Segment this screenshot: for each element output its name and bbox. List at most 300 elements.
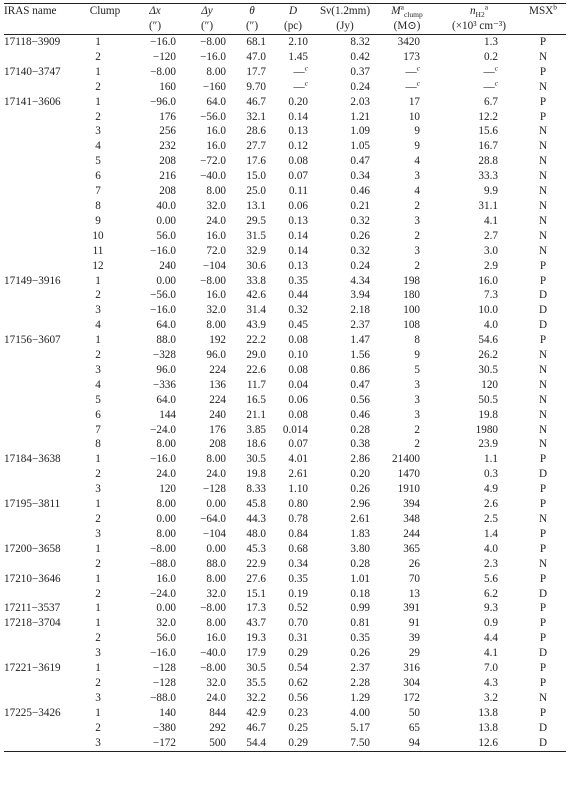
cell-delta-x: 8.00 xyxy=(156,527,176,540)
cell-delta-x: 232 xyxy=(159,140,176,153)
cell-density: 0.9 xyxy=(484,617,498,630)
unit-theta: (″) xyxy=(245,20,259,32)
cell-density: 31.1 xyxy=(478,199,498,212)
cell-flux: 0.37 xyxy=(350,65,370,78)
cell-theta: 54.4 xyxy=(232,736,272,751)
header-mass-note: a xyxy=(400,2,404,12)
cell-iras-name xyxy=(4,124,82,139)
header-flux: Sν(1.2mm) xyxy=(319,5,371,17)
cell-delta-x: −16.0 xyxy=(150,647,176,660)
cell-clump: 3 xyxy=(95,691,101,704)
cell-density: 4.1 xyxy=(484,647,498,660)
cell-density: 4.4 xyxy=(484,632,498,645)
cell-theta: 29.5 xyxy=(246,214,266,227)
cell-theta: 30.5 xyxy=(246,453,266,466)
cell-delta-x: 24.0 xyxy=(156,468,176,481)
cell-density: 1.3 xyxy=(484,36,498,48)
cell-clump: 10 xyxy=(92,229,104,242)
cell-mass: 2 xyxy=(414,229,420,242)
cell-distance: 0.62 xyxy=(288,676,308,689)
cell-density: 2.7 xyxy=(484,229,498,242)
table-row xyxy=(4,482,566,497)
cell-msx: N xyxy=(538,349,548,362)
cell-msx: D xyxy=(520,736,566,751)
cell-msx: P xyxy=(539,334,547,347)
cell-msx: N xyxy=(538,423,548,436)
cell-delta-x: −16.0 xyxy=(150,304,176,317)
cell-density: 12.2 xyxy=(478,110,498,123)
cell-distance: 0.68 xyxy=(288,542,308,555)
cell-mass: 39 xyxy=(408,632,420,645)
cell-flux: 2.96 xyxy=(350,498,370,511)
cell-clump: 1 xyxy=(95,662,101,675)
cell-delta-x: 88.0 xyxy=(156,334,176,347)
cell-distance: 0.54 xyxy=(288,662,308,675)
cell-mass: 172 xyxy=(403,691,420,704)
cell-theta: 45.8 xyxy=(246,498,266,511)
cell-flux: 1.83 xyxy=(350,527,370,540)
cell-clump: 3 xyxy=(95,125,101,138)
cell-delta-y: 72.0 xyxy=(206,244,226,257)
cell-delta-x: −16.0 xyxy=(150,453,176,466)
cell-density: 19.8 xyxy=(478,408,498,421)
cell-density: 9.9 xyxy=(484,185,498,198)
unit-delta-x: (″) xyxy=(148,20,162,32)
cell-delta-y: 32.0 xyxy=(206,587,226,600)
cell-clump: 5 xyxy=(95,155,101,168)
cell-mass: 198 xyxy=(403,274,420,287)
cell-theta: 31.5 xyxy=(246,229,266,242)
cell-density: 3.2 xyxy=(484,691,498,704)
table-row xyxy=(4,154,566,169)
cell-distance: 2.10 xyxy=(288,36,308,48)
cell-delta-x: −128 xyxy=(152,662,176,675)
cell-theta: 48.0 xyxy=(246,527,266,540)
cell-mass: —$^c$ xyxy=(405,77,420,93)
cell-density: 54.6 xyxy=(478,334,498,347)
cell-theta: 17.9 xyxy=(246,647,266,660)
cell-delta-x: −16.0 xyxy=(150,36,176,48)
cell-density: 4.1 xyxy=(484,214,498,227)
cell-clump: 1 xyxy=(95,65,101,78)
cell-delta-x: −172 xyxy=(128,736,182,751)
cell-delta-x: 40.0 xyxy=(156,199,176,212)
cell-clump: 6 xyxy=(95,408,101,421)
cell-theta: 17.6 xyxy=(246,155,266,168)
cell-distance: 0.04 xyxy=(288,378,308,391)
cell-delta-y: −104 xyxy=(202,259,226,272)
cell-delta-x: −128 xyxy=(152,676,176,689)
cell-delta-y: 500 xyxy=(182,736,232,751)
cell-iras-name xyxy=(4,348,82,363)
header-row-labels xyxy=(4,4,566,20)
cell-distance: 0.13 xyxy=(288,125,308,138)
cell-msx: N xyxy=(538,244,548,257)
cell-theta: 30.5 xyxy=(246,662,266,675)
table-row xyxy=(4,676,566,691)
cell-delta-y: −64.0 xyxy=(200,513,226,525)
cell-density: 30.5 xyxy=(478,363,498,376)
cell-delta-y: 64.0 xyxy=(206,95,226,108)
cell-msx: D xyxy=(538,319,548,332)
cell-iras-name xyxy=(4,244,82,259)
cell-theta: 22.6 xyxy=(246,363,266,376)
cell-delta-x: 216 xyxy=(159,170,176,183)
cell-msx: N xyxy=(538,393,548,406)
header-clump: Clump xyxy=(89,5,121,17)
cell-clump: 9 xyxy=(95,214,101,227)
cell-clump: 2 xyxy=(95,468,101,481)
cell-flux: 0.24 xyxy=(350,80,370,93)
table-row xyxy=(4,199,566,214)
cell-clump: 2 xyxy=(95,349,101,362)
cell-clump: 1 xyxy=(95,602,101,615)
cell-mass: 304 xyxy=(403,676,420,689)
cell-delta-x: −380 xyxy=(152,721,176,734)
cell-iras-name xyxy=(4,378,82,393)
cell-distance: 1.10 xyxy=(288,483,308,496)
cell-msx: D xyxy=(538,304,548,317)
table-row xyxy=(4,736,566,751)
cell-flux: 2.37 xyxy=(350,319,370,332)
cell-delta-y: 88.0 xyxy=(206,557,226,570)
cell-msx: P xyxy=(539,602,547,615)
table-row xyxy=(4,318,566,333)
cell-iras-name xyxy=(4,631,82,646)
cell-mass: 180 xyxy=(403,289,420,302)
cell-density: 6.7 xyxy=(484,95,498,108)
cell-clump: 2 xyxy=(95,632,101,645)
cell-msx: D xyxy=(538,289,548,302)
cell-msx: P xyxy=(539,483,547,496)
cell-density: 4.3 xyxy=(484,676,498,689)
table-row xyxy=(4,229,566,244)
cell-density: 4.0 xyxy=(484,542,498,555)
cell-distance: 0.32 xyxy=(288,304,308,317)
cell-flux: 0.20 xyxy=(350,468,370,481)
cell-distance: 0.07 xyxy=(288,438,308,451)
cell-density: 16.0 xyxy=(478,274,498,287)
cell-density: 15.6 xyxy=(478,125,498,138)
cell-msx: N xyxy=(538,229,548,242)
cell-flux: 0.26 xyxy=(350,229,370,242)
cell-delta-x: 56.0 xyxy=(156,229,176,242)
table-row xyxy=(4,587,566,602)
cell-theta: 15.0 xyxy=(246,170,266,183)
cell-flux: 0.24 xyxy=(350,259,370,272)
cell-delta-y: −40.0 xyxy=(200,647,226,660)
cell-msx: P xyxy=(539,110,547,123)
cell-iras-name xyxy=(4,199,82,214)
cell-flux: 2.03 xyxy=(350,95,370,108)
cell-theta: 35.5 xyxy=(246,676,266,689)
cell-delta-y: −104 xyxy=(202,527,226,540)
cell-mass: 3 xyxy=(414,378,420,391)
cell-mass: 8 xyxy=(414,334,420,347)
cell-iras-name: 17156−3607 xyxy=(4,334,61,347)
cell-density: 5.6 xyxy=(484,572,498,585)
cell-mass: 391 xyxy=(403,602,420,615)
cell-mass: 100 xyxy=(403,304,420,317)
table-row xyxy=(4,572,566,587)
table-row xyxy=(4,646,566,661)
cell-mass: 26 xyxy=(408,557,420,570)
cell-msx: P xyxy=(539,632,547,645)
table-row xyxy=(4,378,566,393)
cell-iras-name xyxy=(4,557,82,572)
cell-distance: 0.08 xyxy=(288,363,308,376)
header-density-sub: H2 xyxy=(475,10,485,20)
cell-distance: 0.29 xyxy=(288,647,308,660)
cell-flux: 0.32 xyxy=(350,244,370,257)
cell-distance: 4.01 xyxy=(288,453,308,466)
cell-delta-y: 8.00 xyxy=(206,617,226,630)
cell-delta-y: −8.00 xyxy=(200,274,226,287)
cell-delta-x: 64.0 xyxy=(156,319,176,332)
header-density xyxy=(438,4,520,20)
table-row xyxy=(4,169,566,184)
cell-iras-name xyxy=(4,482,82,497)
table-row xyxy=(4,437,566,452)
cell-flux: 1.56 xyxy=(350,349,370,362)
cell-delta-y: 32.0 xyxy=(206,304,226,317)
cell-mass: 5 xyxy=(414,363,420,376)
cell-flux: 3.94 xyxy=(350,289,370,302)
cell-msx: P xyxy=(539,453,547,466)
cell-clump: 2 xyxy=(95,289,101,302)
table-row xyxy=(4,50,566,65)
cell-delta-x: −120 xyxy=(152,50,176,63)
header-mass xyxy=(376,4,438,20)
cell-iras-name xyxy=(4,214,82,229)
cell-theta: 3.85 xyxy=(246,423,266,436)
cell-delta-y: 292 xyxy=(209,721,226,734)
cell-density: 2.6 xyxy=(484,498,498,511)
table-body xyxy=(4,35,566,752)
cell-flux: 0.46 xyxy=(350,185,370,198)
cell-clump: 3 xyxy=(95,483,101,496)
cell-theta: 17.7 xyxy=(246,65,266,78)
table-row xyxy=(4,139,566,154)
cell-distance: —$^c$ xyxy=(293,77,308,93)
cell-clump: 3 xyxy=(95,527,101,540)
cell-density: —$^c$ xyxy=(483,77,498,93)
cell-iras-name xyxy=(4,691,82,706)
cell-theta: 28.6 xyxy=(246,125,266,138)
cell-flux: 8.32 xyxy=(350,36,370,48)
cell-msx: N xyxy=(538,140,548,153)
cell-iras-name xyxy=(4,437,82,452)
cell-msx: N xyxy=(538,408,548,421)
cell-distance: 0.52 xyxy=(288,602,308,615)
cell-clump: 2 xyxy=(95,80,101,93)
cell-iras-name xyxy=(4,527,82,542)
cell-msx: P xyxy=(539,65,547,78)
cell-mass: 2 xyxy=(414,199,420,212)
cell-mass: 21400 xyxy=(392,453,420,466)
cell-iras-name xyxy=(4,676,82,691)
cell-distance: 0.25 xyxy=(288,721,308,734)
cell-flux: 0.56 xyxy=(350,393,370,406)
cell-clump: 7 xyxy=(95,185,101,198)
cell-msx: N xyxy=(538,125,548,138)
cell-delta-y: 8.00 xyxy=(206,185,226,198)
table-row xyxy=(4,512,566,527)
cell-msx: D xyxy=(538,721,548,734)
cell-flux: 3.80 xyxy=(350,542,370,555)
cell-mass: 65 xyxy=(408,721,420,734)
cell-clump: 2 xyxy=(95,50,101,63)
cell-distance: 0.08 xyxy=(288,408,308,421)
cell-density: 0.2 xyxy=(484,50,498,63)
cell-mass: 17 xyxy=(408,95,420,108)
cell-flux: 0.99 xyxy=(350,602,370,615)
cell-distance: 1.45 xyxy=(288,50,308,63)
cell-mass: 1470 xyxy=(397,468,420,481)
cell-iras-name xyxy=(4,393,82,408)
table-row xyxy=(4,631,566,646)
cell-msx: N xyxy=(538,50,548,63)
cell-density: 2.9 xyxy=(484,259,498,272)
cell-msx: P xyxy=(539,95,547,108)
cell-theta: 44.3 xyxy=(246,513,266,525)
cell-delta-y: −56.0 xyxy=(200,110,226,123)
cell-delta-x: −328 xyxy=(152,349,176,362)
header-delta-x: Δx xyxy=(149,5,161,17)
cell-mass: 91 xyxy=(408,617,420,630)
table-row xyxy=(4,288,566,303)
cell-flux: 4.00 xyxy=(350,706,370,719)
table-row xyxy=(4,244,566,259)
cell-mass: —$^c$ xyxy=(405,63,420,78)
cell-delta-y: 192 xyxy=(209,334,226,347)
cell-msx: N xyxy=(538,691,548,704)
cell-iras-name xyxy=(4,229,82,244)
cell-flux: 0.38 xyxy=(350,438,370,451)
cell-msx: N xyxy=(538,199,548,212)
cell-iras-name xyxy=(4,169,82,184)
table-row xyxy=(4,259,566,274)
table-row xyxy=(4,35,566,50)
cell-theta: 33.8 xyxy=(246,274,266,287)
cell-flux: 0.42 xyxy=(350,50,370,63)
header-msx xyxy=(520,4,566,20)
cell-flux: 0.21 xyxy=(350,199,370,212)
cell-density: 1980 xyxy=(475,423,498,436)
cell-delta-x: 0.00 xyxy=(156,214,176,227)
cell-iras-name: 17184−3638 xyxy=(4,453,61,466)
cell-theta: 43.9 xyxy=(246,319,266,332)
table-row xyxy=(4,214,566,229)
cell-delta-y: 224 xyxy=(209,363,226,376)
cell-distance: 0.29 xyxy=(272,736,314,751)
cell-clump: 2 xyxy=(95,110,101,123)
cell-delta-y: 24.0 xyxy=(206,468,226,481)
table-row xyxy=(4,124,566,139)
cell-delta-x: 16.0 xyxy=(156,572,176,585)
cell-distance: 2.61 xyxy=(288,468,308,481)
table-row xyxy=(4,65,566,80)
cell-iras-name xyxy=(4,423,82,438)
cell-delta-y: 8.00 xyxy=(206,319,226,332)
cell-distance: 0.07 xyxy=(288,170,308,183)
cell-delta-x: 176 xyxy=(159,110,176,123)
cell-delta-x: 56.0 xyxy=(156,632,176,645)
unit-delta-y: (″) xyxy=(200,20,214,32)
cell-density: 3.0 xyxy=(484,244,498,257)
cell-density: 1.1 xyxy=(484,453,498,466)
cell-clump: 3 xyxy=(95,647,101,660)
cell-msx: N xyxy=(538,214,548,227)
cell-msx: P xyxy=(539,36,547,48)
cell-clump: 3 xyxy=(82,736,128,751)
cell-delta-y: 844 xyxy=(209,706,226,719)
cell-clump: 2 xyxy=(95,557,101,570)
cell-delta-x: 0.00 xyxy=(156,274,176,287)
cell-delta-x: −96.0 xyxy=(150,95,176,108)
cell-delta-x: 256 xyxy=(159,125,176,138)
table-header xyxy=(4,4,566,35)
cell-delta-x: −24.0 xyxy=(150,423,176,436)
cell-flux: 2.37 xyxy=(350,662,370,675)
cell-iras-name xyxy=(4,288,82,303)
header-density-note: a xyxy=(484,2,489,12)
cell-delta-y: 16.0 xyxy=(206,289,226,302)
cell-mass: 50 xyxy=(408,706,420,719)
cell-mass: 3 xyxy=(414,408,420,421)
cell-density: 2.5 xyxy=(484,513,498,525)
cell-delta-x: −88.0 xyxy=(150,557,176,570)
cell-theta: 46.7 xyxy=(246,721,266,734)
cell-density: 23.9 xyxy=(478,438,498,451)
table-row xyxy=(4,184,566,199)
cell-distance: 0.06 xyxy=(288,199,308,212)
cell-theta: 22.2 xyxy=(246,334,266,347)
cell-theta: 32.9 xyxy=(246,244,266,257)
cell-iras-name: 17221−3619 xyxy=(4,662,61,675)
cell-clump: 8 xyxy=(95,199,101,212)
cell-iras-name xyxy=(4,110,82,125)
cell-mass: 173 xyxy=(403,50,420,63)
table-row xyxy=(4,274,566,289)
header-distance: D xyxy=(288,5,298,17)
cell-theta: 32.1 xyxy=(246,110,266,123)
table-row xyxy=(4,303,566,318)
cell-clump: 2 xyxy=(95,721,101,734)
cell-theta: 29.0 xyxy=(246,349,266,362)
cell-density: —$^c$ xyxy=(483,63,498,78)
cell-density: 13.8 xyxy=(478,706,498,719)
cell-flux: 7.50 xyxy=(314,736,376,751)
table-row xyxy=(4,95,566,110)
table-row xyxy=(4,527,566,542)
cell-delta-x: 96.0 xyxy=(156,363,176,376)
cell-flux: 2.86 xyxy=(350,453,370,466)
cell-delta-y: −128 xyxy=(202,483,226,496)
cell-delta-x: 140 xyxy=(159,706,176,719)
cell-theta: 32.2 xyxy=(246,691,266,704)
cell-iras-name xyxy=(4,512,82,527)
cell-clump: 1 xyxy=(95,274,101,287)
cell-clump: 11 xyxy=(92,244,104,257)
cell-mass: 3 xyxy=(414,393,420,406)
cell-msx: N xyxy=(538,378,548,391)
cell-density: 1.4 xyxy=(484,527,498,540)
cell-mass: 4 xyxy=(414,155,420,168)
table-row xyxy=(4,408,566,423)
cell-delta-x: −336 xyxy=(152,378,176,391)
cell-flux: 5.17 xyxy=(350,721,370,734)
